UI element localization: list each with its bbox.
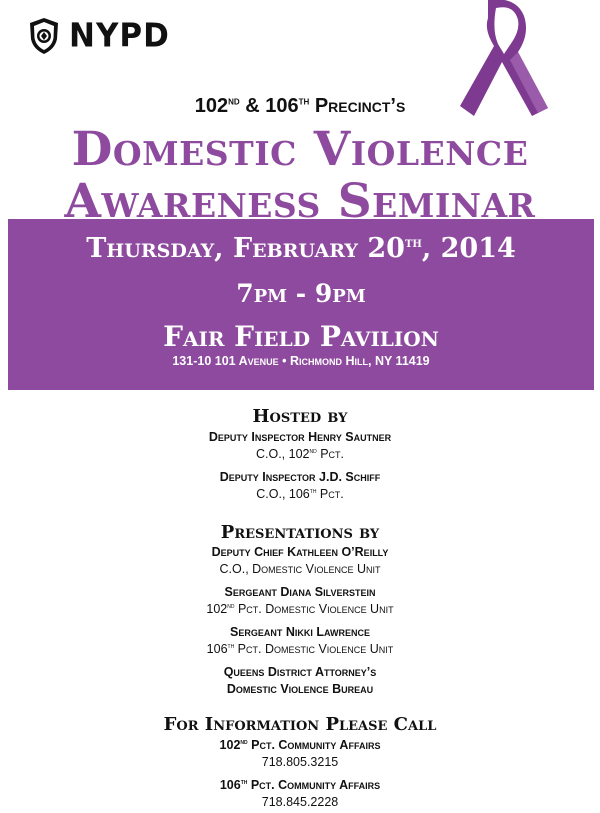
contact-2-label: 106th Pct. Community Affairs	[219, 778, 381, 792]
host-1-role: C.O., 102nd Pct.	[255, 447, 344, 461]
presenter-2-name: Sergeant Diana Silverstein	[224, 585, 376, 599]
presenter-4-line-2: Domestic Violence Bureau	[226, 682, 374, 696]
presenter-3-name: Sergeant Nikki Lawrence	[230, 625, 370, 639]
host-1-name: Deputy Inspector Henry Sautner	[208, 430, 392, 444]
nypd-logo-text: NYPD	[69, 16, 170, 55]
contact-1-label: 102nd Pct. Community Affairs	[219, 738, 381, 752]
event-date: Thursday, February 20th, 2014	[86, 233, 516, 264]
presenter-4-line-1: Queens District Attorney’s	[223, 665, 377, 679]
title-line-2: Awareness Seminar	[64, 174, 536, 229]
host-2-role: C.O., 106th Pct.	[256, 487, 344, 501]
presentations-heading: Presentations by	[220, 522, 380, 543]
event-address: 131-10 101 Avenue • Richmond Hill, NY 11419	[172, 354, 430, 368]
host-2-name: Deputy Inspector J.D. Schiff	[219, 470, 381, 484]
title-line-1: Domestic Violence	[71, 122, 529, 177]
presenter-1-name: Deputy Chief Kathleen O’Reilly	[211, 545, 389, 559]
event-time: 7pm - 9pm	[236, 279, 366, 308]
police-badge-icon	[27, 17, 61, 55]
hosted-by-heading: Hosted by	[252, 406, 348, 427]
contact-2-phone: 718.845.2228	[261, 795, 339, 809]
presenter-3-role: 106th Pct. Domestic Violence Unit	[206, 642, 394, 656]
presenter-2-role: 102nd Pct. Domestic Violence Unit	[206, 602, 394, 616]
precinct-line: 102nd & 106th Precinct’s	[194, 95, 406, 117]
nypd-logo	[27, 17, 170, 55]
presenter-1-role: C.O., Domestic Violence Unit	[219, 562, 381, 576]
info-heading: For Information Please Call	[163, 714, 437, 735]
event-venue: Fair Field Pavilion	[163, 320, 439, 353]
contact-1-phone: 718.805.3215	[261, 755, 339, 769]
event-details-band	[8, 219, 594, 390]
